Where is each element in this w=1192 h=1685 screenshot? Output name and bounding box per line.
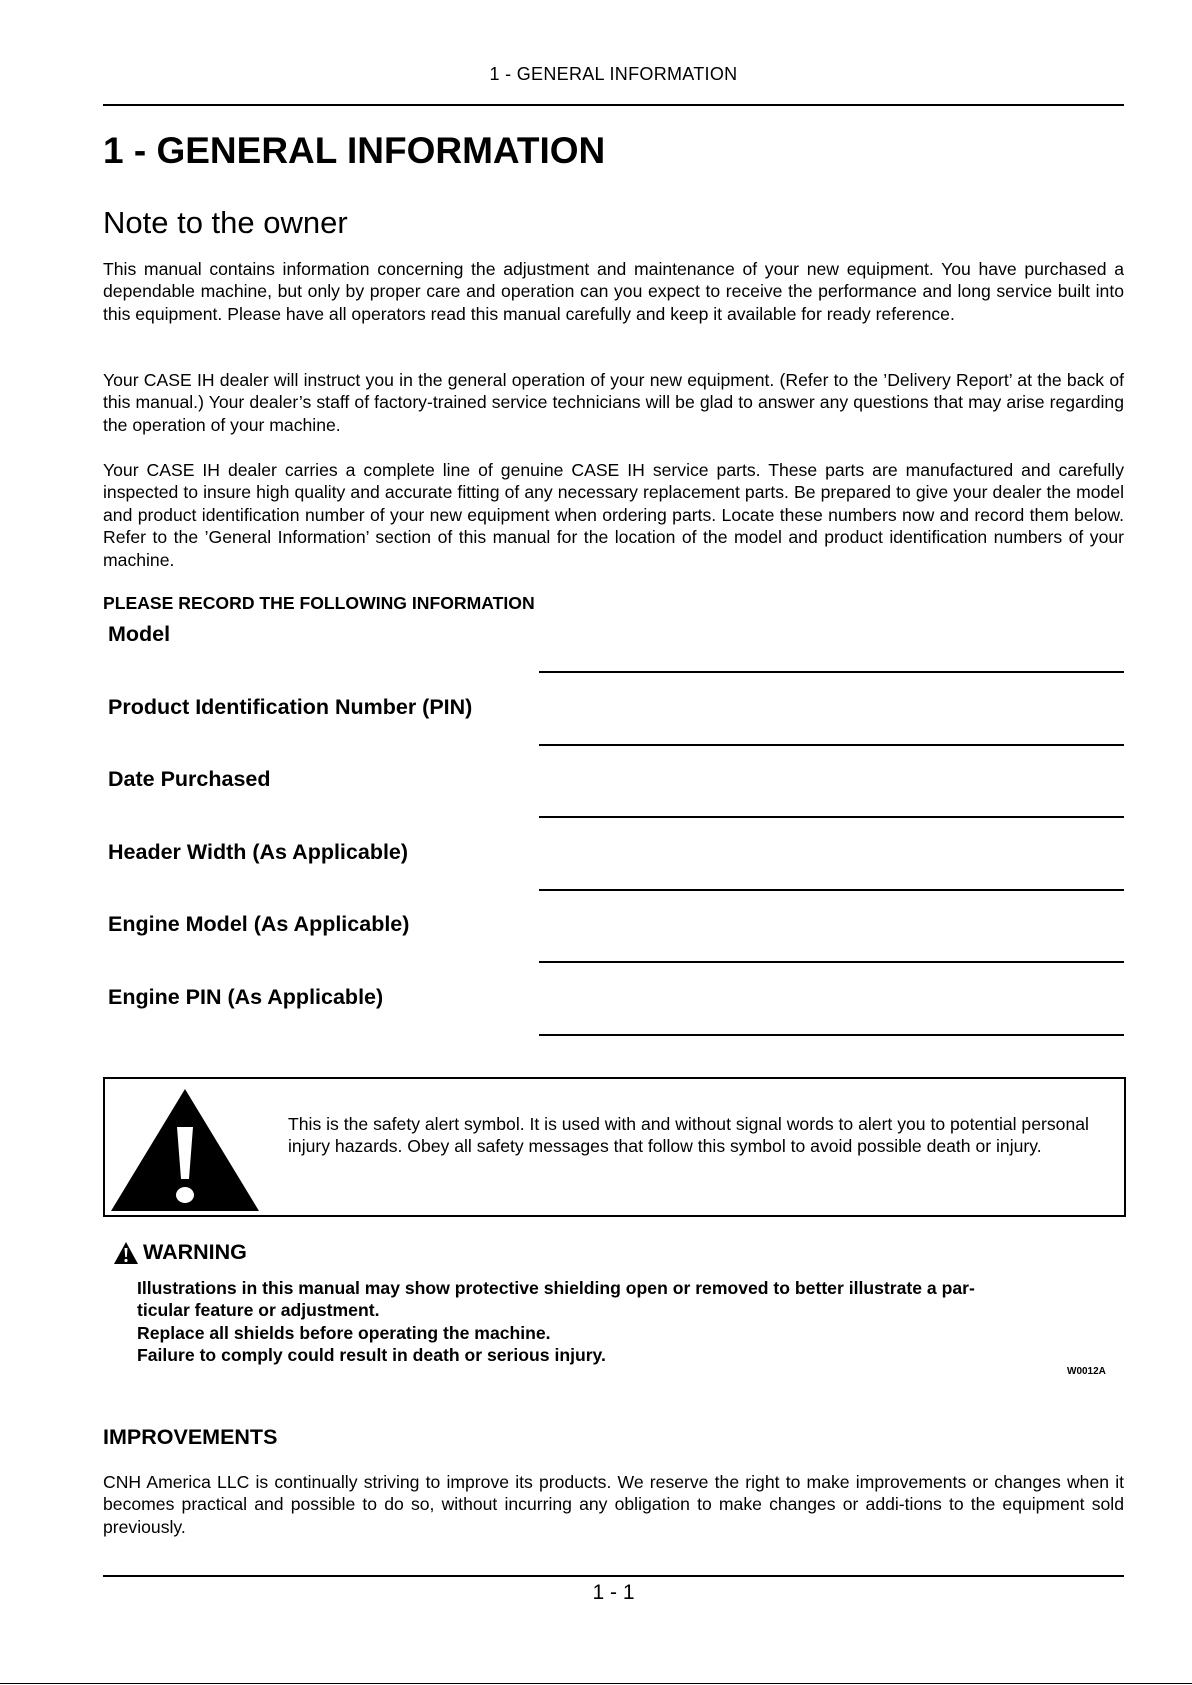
page-title: 1 - GENERAL INFORMATION xyxy=(103,130,606,171)
field-line-engine-model[interactable] xyxy=(539,961,1124,963)
safety-alert-triangle-icon xyxy=(109,1087,261,1213)
paragraph-dealer: Your CASE IH dealer will instruct you in the general operation of your new equipment. (Refer to the ’Delivery Report’ at the back of this manual.) Your dealer’s staff of factory-trained service technicians will be glad to answer any questions that may arise regarding the operation of your machine. xyxy=(103,370,1124,435)
warning-label: WARNING xyxy=(143,1240,247,1264)
note-heading: Note to the owner xyxy=(103,205,348,240)
field-label-engine-model: Engine Model (As Applicable) xyxy=(108,912,410,936)
paragraph-parts: Your CASE IH dealer carries a complete line of genuine CASE IH service parts. These parts are manufactured and carefully inspected to insure high quality and accurate fitting of any necessary replacement parts. Be prepared to give your dealer the model and product identification number of your new equipment when ordering parts. Locate these numbers now and record them below. Refer to the ’General Information’ section of this manual for the location of the model and product identification numbers of your machine. xyxy=(103,460,1124,570)
field-line-header-width[interactable] xyxy=(539,889,1124,891)
footer-rule xyxy=(103,1575,1124,1577)
safety-alert-box xyxy=(103,1077,1126,1217)
warning-line: ticular feature or adjustment. xyxy=(137,1300,380,1321)
warning-triangle-icon xyxy=(113,1241,139,1265)
field-label-engine-pin: Engine PIN (As Applicable) xyxy=(108,985,384,1009)
field-label-header-width: Header Width (As Applicable) xyxy=(108,840,409,864)
warning-code: W0012A xyxy=(1067,1366,1106,1377)
field-label-model: Model xyxy=(108,622,171,646)
warning-line: Replace all shields before operating the machine. xyxy=(137,1322,551,1343)
safety-alert-text: This is the safety alert symbol. It is used with and without signal words to alert you to potential personal injury hazards. Obey all safety messages that follow this symbol to avoid possible death or injury. xyxy=(288,1114,1089,1157)
page-edge-rule xyxy=(0,1683,1192,1684)
header-rule xyxy=(103,104,1124,106)
field-line-model[interactable] xyxy=(539,671,1124,673)
improvements-text: CNH America LLC is continually striving to improve its products. We reserve the right to make improvements or changes when it becomes practical and possible to do so, without incurring any obligation to make changes or addi-tions to the equipment sold previously. xyxy=(103,1472,1124,1537)
running-header: 1 - GENERAL INFORMATION xyxy=(489,64,738,84)
page-number: 1 - 1 xyxy=(592,1581,635,1604)
warning-line: Failure to comply could result in death or serious injury. xyxy=(137,1345,606,1366)
field-line-date-purchased[interactable] xyxy=(539,816,1124,818)
warning-line: Illustrations in this manual may show protective shielding open or removed to better illustrate a par- xyxy=(137,1278,975,1298)
paragraph-intro: This manual contains information concerning the adjustment and maintenance of your new equipment. You have purchased a dependable machine, but only by proper care and operation can you expect to receive the performance and long service built into this equipment. Please have all operators read this manual carefully and keep it available for ready reference. xyxy=(103,259,1124,324)
field-label-date-purchased: Date Purchased xyxy=(108,767,271,791)
improvements-heading: IMPROVEMENTS xyxy=(103,1425,278,1449)
manual-page xyxy=(103,0,1124,1685)
warning-text xyxy=(137,1277,1112,1367)
warning-heading xyxy=(113,1240,247,1265)
field-label-pin: Product Identification Number (PIN) xyxy=(108,695,473,719)
record-title: PLEASE RECORD THE FOLLOWING INFORMATION xyxy=(103,593,535,613)
field-line-engine-pin[interactable] xyxy=(539,1034,1124,1036)
field-line-pin[interactable] xyxy=(539,744,1124,746)
